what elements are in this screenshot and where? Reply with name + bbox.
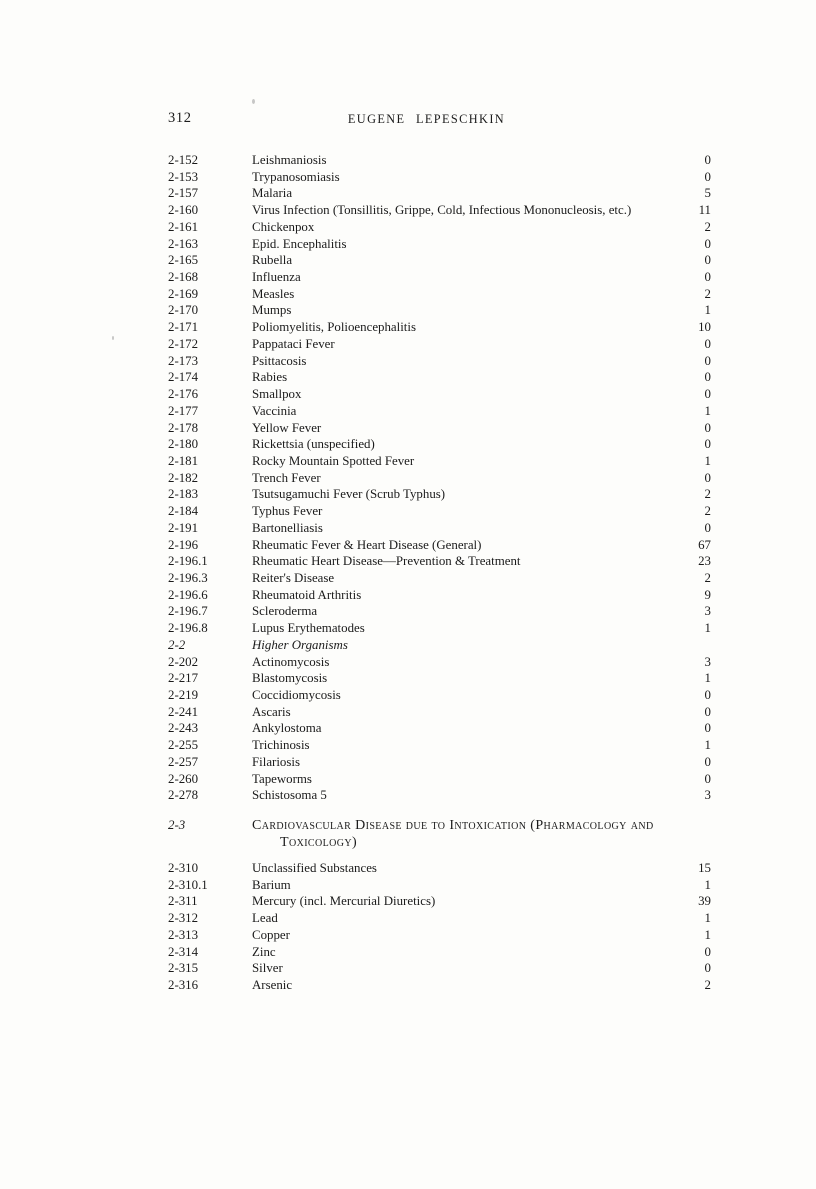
row-code: 2-315	[168, 961, 199, 976]
table-row	[168, 893, 711, 910]
scan-artifact	[252, 99, 255, 104]
row-value: 0	[704, 721, 711, 736]
row-value: 0	[704, 153, 711, 167]
table-row	[168, 570, 711, 587]
row-label: Barium	[252, 877, 291, 892]
row-value: 9	[704, 587, 711, 602]
row-label: Leishmaniosis	[252, 153, 327, 167]
row-label: Influenza	[252, 270, 301, 285]
section-title	[252, 817, 711, 851]
row-label: Lupus Erythematodes	[252, 621, 365, 636]
row-value: 1	[704, 303, 711, 318]
row-value: 67	[698, 537, 711, 552]
row-label: Trypanosomiasis	[252, 169, 340, 184]
row-value: 15	[698, 861, 711, 876]
row-value: 1	[704, 738, 711, 753]
row-value: 3	[704, 788, 711, 803]
row-label: Rheumatic Fever & Heart Disease (General)	[252, 537, 482, 552]
row-value: 1	[704, 671, 711, 686]
row-label: Rocky Mountain Spotted Fever	[252, 453, 415, 468]
row-value: 2	[704, 978, 711, 993]
table-row	[168, 420, 711, 437]
row-code: 2-312	[168, 911, 199, 926]
row-label: Trichinosis	[252, 738, 310, 753]
row-code: 2-153	[168, 169, 199, 184]
section-title-line2: Toxicology)	[280, 835, 358, 851]
table-row	[168, 302, 711, 319]
table-row	[168, 336, 711, 353]
row-value: 0	[704, 437, 711, 452]
row-label: Blastomycosis	[252, 671, 328, 686]
page-header	[168, 110, 711, 128]
row-code: 2-152	[168, 153, 199, 167]
row-value: 0	[704, 961, 711, 976]
row-code: 2-178	[168, 420, 199, 435]
row-code: 2-257	[168, 754, 199, 769]
row-value: 0	[704, 470, 711, 485]
row-label: Trench Fever	[252, 470, 321, 485]
page-content	[168, 110, 711, 994]
row-value: 1	[704, 927, 711, 942]
row-label: Ascaris	[252, 704, 291, 719]
table-row	[168, 977, 711, 994]
row-value: 1	[704, 621, 711, 636]
row-label: Smallpox	[252, 387, 302, 402]
table-row	[168, 720, 711, 737]
row-label: Psittacosis	[252, 353, 307, 368]
row-code: 2-173	[168, 353, 199, 368]
row-value: 0	[704, 387, 711, 402]
row-value: 0	[704, 704, 711, 719]
table-row	[168, 537, 711, 554]
row-code: 2-196	[168, 537, 199, 552]
table-row	[168, 520, 711, 537]
row-code: 2-202	[168, 654, 199, 669]
scan-artifact	[112, 336, 114, 340]
running-head-author: EUGENE LEPESCHKIN	[347, 112, 506, 126]
row-label: Epid. Encephalitis	[252, 236, 347, 251]
row-code: 2-184	[168, 504, 199, 519]
row-value: 0	[704, 771, 711, 786]
table-row	[168, 470, 711, 487]
table-row	[168, 771, 711, 788]
table-row	[168, 860, 711, 877]
row-label: Tapeworms	[252, 771, 312, 786]
row-code: 2-243	[168, 721, 199, 736]
row-code: 2-241	[168, 704, 199, 719]
row-code: 2-313	[168, 927, 199, 942]
row-code: 2-219	[168, 688, 199, 702]
table-row	[168, 737, 711, 754]
row-label: Schistosoma 5	[252, 788, 327, 803]
row-value: 39	[698, 894, 711, 909]
table-row	[168, 436, 711, 453]
table-row	[168, 503, 711, 520]
row-value: 1	[704, 911, 711, 926]
row-label: Bartonelliasis	[252, 520, 323, 535]
row-code: 2-316	[168, 978, 199, 993]
table-row	[168, 369, 711, 386]
row-label: Rubella	[252, 253, 293, 268]
row-code: 2-180	[168, 437, 199, 452]
table-row	[168, 960, 711, 977]
row-code: 2-157	[168, 186, 199, 201]
row-code: 2-176	[168, 387, 199, 402]
section-code: 2-3	[168, 818, 186, 833]
row-value: 0	[704, 253, 711, 268]
row-code: 2-310	[168, 861, 199, 876]
row-code: 2-170	[168, 303, 199, 318]
row-value: 0	[704, 236, 711, 251]
table-row	[168, 670, 711, 687]
row-code: 2-196.7	[168, 604, 208, 619]
row-code: 2-191	[168, 520, 199, 535]
row-code: 2-278	[168, 788, 199, 803]
row-value: 1	[704, 403, 711, 418]
row-value: 23	[698, 554, 711, 569]
row-code: 2-181	[168, 453, 199, 468]
table-row	[168, 486, 711, 503]
row-code: 2-177	[168, 403, 199, 418]
row-label: Higher Organisms	[252, 637, 348, 652]
row-code: 2-196.1	[168, 554, 208, 569]
row-value: 0	[704, 754, 711, 769]
row-label: Pappataci Fever	[252, 336, 335, 351]
section-title-line1: Cardiovascular Disease due to Intoxication (Pharmacology and	[252, 818, 654, 834]
row-code: 2-183	[168, 487, 199, 502]
row-label: Mercury (incl. Mercurial Diuretics)	[252, 894, 436, 909]
row-code: 2-168	[168, 270, 199, 285]
row-value: 0	[704, 169, 711, 184]
row-code: 2-171	[168, 320, 199, 335]
table-row	[168, 236, 711, 253]
section-heading	[168, 817, 711, 851]
row-value: 0	[704, 688, 711, 702]
row-label: Rickettsia (unspecified)	[252, 437, 375, 452]
row-value: 0	[704, 270, 711, 285]
row-code: 2-311	[168, 894, 198, 909]
table-row	[168, 787, 711, 804]
row-value: 0	[704, 370, 711, 385]
table-row	[168, 185, 711, 202]
row-label: Vaccinia	[252, 403, 297, 418]
row-label: Lead	[252, 911, 278, 926]
row-label: Yellow Fever	[252, 420, 322, 435]
table-row	[168, 687, 711, 704]
table-row	[168, 252, 711, 269]
row-value: 0	[704, 420, 711, 435]
table-row	[168, 944, 711, 961]
row-label: Rheumatic Heart Disease—Prevention & Treatment	[252, 554, 521, 569]
row-value: 0	[704, 944, 711, 959]
row-code: 2-255	[168, 738, 199, 753]
table-row	[168, 386, 711, 403]
row-code: 2-310.1	[168, 877, 208, 892]
table-row	[168, 319, 711, 336]
row-label: Virus Infection (Tonsillitis, Grippe, Cold, Infectious Mononucleosis, etc.)	[252, 203, 632, 218]
row-value: 3	[704, 654, 711, 669]
row-value: 11	[698, 203, 711, 218]
table-row	[168, 553, 711, 570]
row-code: 2-165	[168, 253, 199, 268]
row-code: 2-160	[168, 203, 199, 218]
table-row	[168, 637, 711, 654]
row-code: 2-169	[168, 286, 199, 301]
table-row	[168, 587, 711, 604]
row-label: Unclassified Substances	[252, 861, 377, 876]
row-label: Poliomyelitis, Polioencephalitis	[252, 320, 416, 335]
row-label: Coccidiomycosis	[252, 688, 341, 702]
table-row	[168, 927, 711, 944]
row-code: 2-172	[168, 336, 199, 351]
row-label: Zinc	[252, 944, 276, 959]
table-row	[168, 910, 711, 927]
row-code: 2-163	[168, 236, 199, 251]
row-value: 2	[704, 570, 711, 585]
row-code: 2-196.8	[168, 621, 208, 636]
row-label: Silver	[252, 961, 283, 976]
table-row	[168, 877, 711, 894]
row-value: 0	[704, 353, 711, 368]
row-label: Tsutsugamuchi Fever (Scrub Typhus)	[252, 487, 446, 502]
table-row	[168, 654, 711, 671]
row-code: 2-161	[168, 219, 199, 234]
table-row	[168, 603, 711, 620]
row-value: 2	[704, 487, 711, 502]
row-label: Copper	[252, 927, 290, 942]
table-row	[168, 353, 711, 370]
row-label: Measles	[252, 286, 295, 301]
table-row	[168, 152, 711, 169]
table-row	[168, 403, 711, 420]
table-row	[168, 219, 711, 236]
row-label: Rheumatoid Arthritis	[252, 587, 362, 602]
table-row	[168, 202, 711, 219]
row-value: 1	[704, 877, 711, 892]
intoxication-table	[168, 860, 711, 994]
row-label: Arsenic	[252, 978, 293, 993]
row-value: 0	[704, 520, 711, 535]
row-code: 2-182	[168, 470, 199, 485]
row-label: Rabies	[252, 370, 288, 385]
row-label: Typhus Fever	[252, 504, 323, 519]
row-value: 2	[704, 286, 711, 301]
row-code: 2-196.6	[168, 587, 208, 602]
row-code: 2-174	[168, 370, 199, 385]
row-label: Actinomycosis	[252, 654, 330, 669]
table-row	[168, 704, 711, 721]
table-row	[168, 286, 711, 303]
table-row	[168, 269, 711, 286]
table-row	[168, 754, 711, 771]
row-label: Ankylostoma	[252, 721, 322, 736]
row-value: 1	[704, 453, 711, 468]
row-code: 2-314	[168, 944, 199, 959]
infectious-disease-table	[168, 152, 711, 804]
row-value: 10	[698, 320, 711, 335]
row-code: 2-2	[168, 637, 186, 652]
row-label: Filariosis	[252, 754, 300, 769]
row-value: 2	[704, 219, 711, 234]
row-value: 2	[704, 504, 711, 519]
row-code: 2-260	[168, 771, 199, 786]
table-row	[168, 453, 711, 470]
row-label: Reiter's Disease	[252, 570, 335, 585]
row-code: 2-196.3	[168, 570, 208, 585]
row-code: 2-217	[168, 671, 199, 686]
table-row	[168, 169, 711, 186]
table-row	[168, 620, 711, 637]
row-label: Scleroderma	[252, 604, 318, 619]
row-label: Malaria	[252, 186, 293, 201]
row-value: 0	[704, 336, 711, 351]
page-number: 312	[168, 110, 192, 126]
row-label: Chickenpox	[252, 219, 315, 234]
row-value: 5	[704, 186, 711, 201]
row-value: 3	[704, 604, 711, 619]
row-label: Mumps	[252, 303, 292, 318]
